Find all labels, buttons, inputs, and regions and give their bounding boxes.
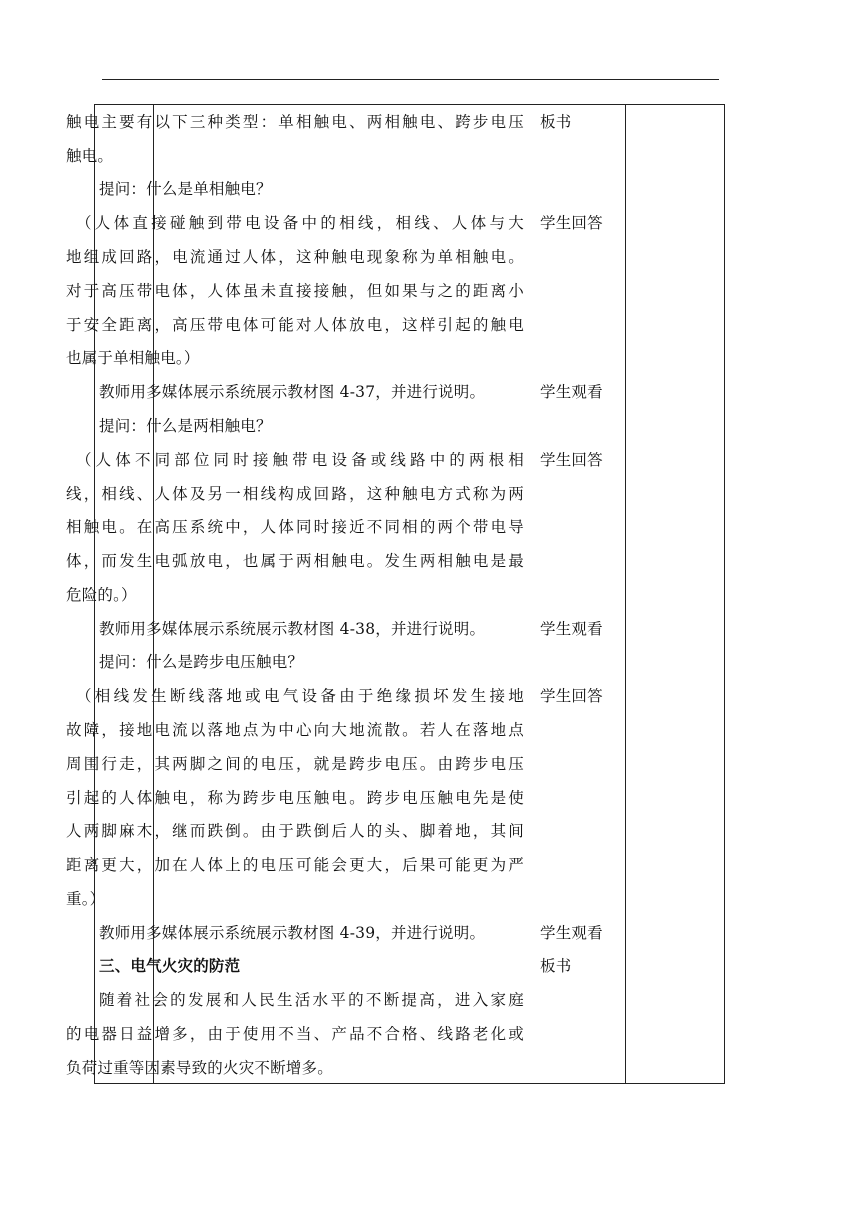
text-line: 相触电。在高压系统中，人体同时接近不同相的两个带电导 <box>66 518 524 536</box>
text-line: （相线发生断线落地或电气设备由于绝缘损坏发生接地 <box>76 687 524 705</box>
text-line: 也属于单相触电。） <box>66 349 200 367</box>
text-line: 体，而发生电弧放电，也属于两相触电。发生两相触电是最 <box>66 552 524 570</box>
text-line: （人体直接碰触到带电设备中的相线，相线、人体与大 <box>76 214 524 232</box>
text-line: 触电主要有以下三种类型：单相触电、两相触电、跨步电压 <box>66 113 524 131</box>
header-rule <box>102 79 719 80</box>
side-note: 学生回答 <box>540 687 603 705</box>
text-line: 于安全距离，高压带电体可能对人体放电，这样引起的触电 <box>66 316 524 334</box>
side-note: 板书 <box>540 957 572 975</box>
text-line: 教师用多媒体展示系统展示教材图 4-37，并进行说明。 <box>99 383 486 401</box>
text-line: 故障，接地电流以落地点为中心向大地流散。若人在落地点 <box>66 721 524 739</box>
text-line: 教师用多媒体展示系统展示教材图 4-39，并进行说明。 <box>99 924 486 942</box>
text-line: 线，相线、人体及另一相线构成回路，这种触电方式称为两 <box>66 485 524 503</box>
text-line: 地组成回路，电流通过人体，这种触电现象称为单相触电。 <box>66 248 524 266</box>
question-line: 提问：什么是跨步电压触电？ <box>99 653 304 671</box>
side-note: 板书 <box>540 113 572 131</box>
text-line: （人体不同部位同时接触带电设备或线路中的两根相 <box>76 451 524 469</box>
text-line: 负荷过重等因素导致的火灾不断增多。 <box>66 1059 333 1077</box>
question-line: 提问：什么是两相触电？ <box>99 417 272 435</box>
question-line: 提问：什么是单相触电？ <box>99 180 272 198</box>
text-line: 引起的人体触电，称为跨步电压触电。跨步电压触电先是使 <box>66 789 524 807</box>
text-line: 教师用多媒体展示系统展示教材图 4-38，并进行说明。 <box>99 620 486 638</box>
text-line: 对于高压带电体，人体虽未直接接触，但如果与之的距离小 <box>66 282 524 300</box>
text-line: 周围行走，其两脚之间的电压，就是跨步电压。由跨步电压 <box>66 755 524 773</box>
side-note: 学生回答 <box>540 451 603 469</box>
section-heading: 三、电气火灾的防范 <box>99 956 241 975</box>
side-note: 学生回答 <box>540 214 603 232</box>
side-note: 学生观看 <box>540 383 603 401</box>
text-line: 触电。 <box>66 147 114 165</box>
text-line: 的电器日益增多，由于使用不当、产品不合格、线路老化或 <box>66 1025 524 1043</box>
side-note: 学生观看 <box>540 924 603 942</box>
side-note: 学生观看 <box>540 620 603 638</box>
text-line: 随着社会的发展和人民生活水平的不断提高，进入家庭 <box>99 991 524 1009</box>
text-line: 危险的。） <box>66 586 137 604</box>
text-line: 重。） <box>66 890 106 908</box>
text-line: 人两脚麻木，继而跌倒。由于跌倒后人的头、脚着地，其间 <box>66 822 524 840</box>
text-line: 距离更大，加在人体上的电压可能会更大，后果可能更为严 <box>66 856 524 874</box>
